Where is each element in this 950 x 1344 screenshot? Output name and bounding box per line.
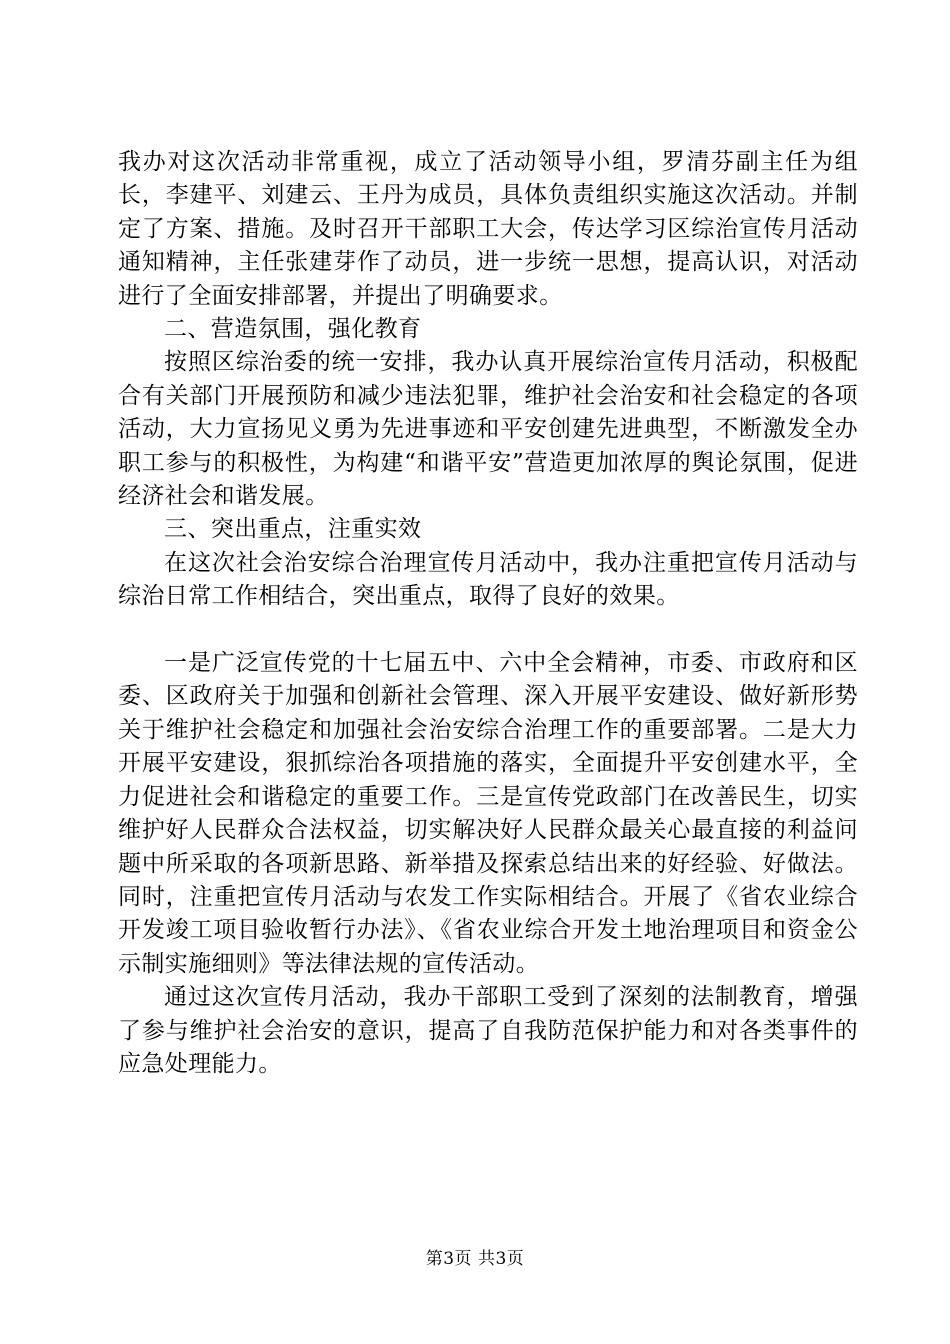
heading-section-two: 二、营造氛围，强化教育: [164, 316, 422, 343]
paragraph-conclusion: 通过这次宣传月活动，我办干部职工受到了深刻的法制教育，增强了参与维护社会治安的意识，提高了自我防范保护能力和对各类事件的应急处理能力。: [118, 984, 858, 1077]
paragraph-measures: 一是广泛宣传党的十七届五中、六中全会精神，市委、市政府和区委、区政府关于加强和创新社会管理、深入开展平安建设、做好新形势关于维护社会稳定和加强社会治安综合治理工作的重要部署。二是大力开展平安建设，狠抓综治各项措施的落实，全面提升平安创建水平，全力促进社会和谐稳定的重要工作。三是宣传党政部门在改善民生，切实维护好人民群众合法权益，切实解决好人民群众最关心最直接的利益问题中所采取的各项新思路、新举措及探索总结出来的好经验、好做法。同时，注重把宣传月活动与农发工作实际相结合。开展了《省农业综合开发竣工项目验收暂行办法》、《省农业综合开发土地治理项目和资金公示制实施细则》等法律法规的宣传活动。: [118, 650, 858, 977]
paragraph-focus: 在这次社会治安综合治理宣传月活动中，我办注重把宣传月活动与综治日常工作相结合，突出重点，取得了良好的效果。: [118, 549, 858, 610]
document-body: [118, 146, 858, 1081]
page-footer: 第3页 共3页: [425, 1249, 525, 1269]
paragraph-atmosphere: 按照区综治委的统一安排，我办认真开展综治宣传月活动，积极配合有关部门开展预防和减少违法犯罪，维护社会治安和社会稳定的各项活动，大力宣扬见义勇为先进事迹和平安创建先进典型，不断激发全办职工参与的积极性，为构建“和谐平安”营造更加浓厚的舆论氛围，促进经济社会和谐发展。: [118, 349, 858, 510]
paragraph-gap: [118, 614, 858, 647]
paragraph-leadership: 我办对这次活动非常重视，成立了活动领导小组，罗清芬副主任为组长，李建平、刘建云、王丹为成员，具体负责组织实施这次活动。并制定了方案、措施。及时召开干部职工大会，传达学习区综治宣传月活动通知精神，主任张建芽作了动员，进一步统一思想，提高认识，对活动进行了全面安排部署，并提出了明确要求。: [118, 149, 858, 309]
heading-section-three: 三、突出重点，注重实效: [164, 516, 422, 543]
